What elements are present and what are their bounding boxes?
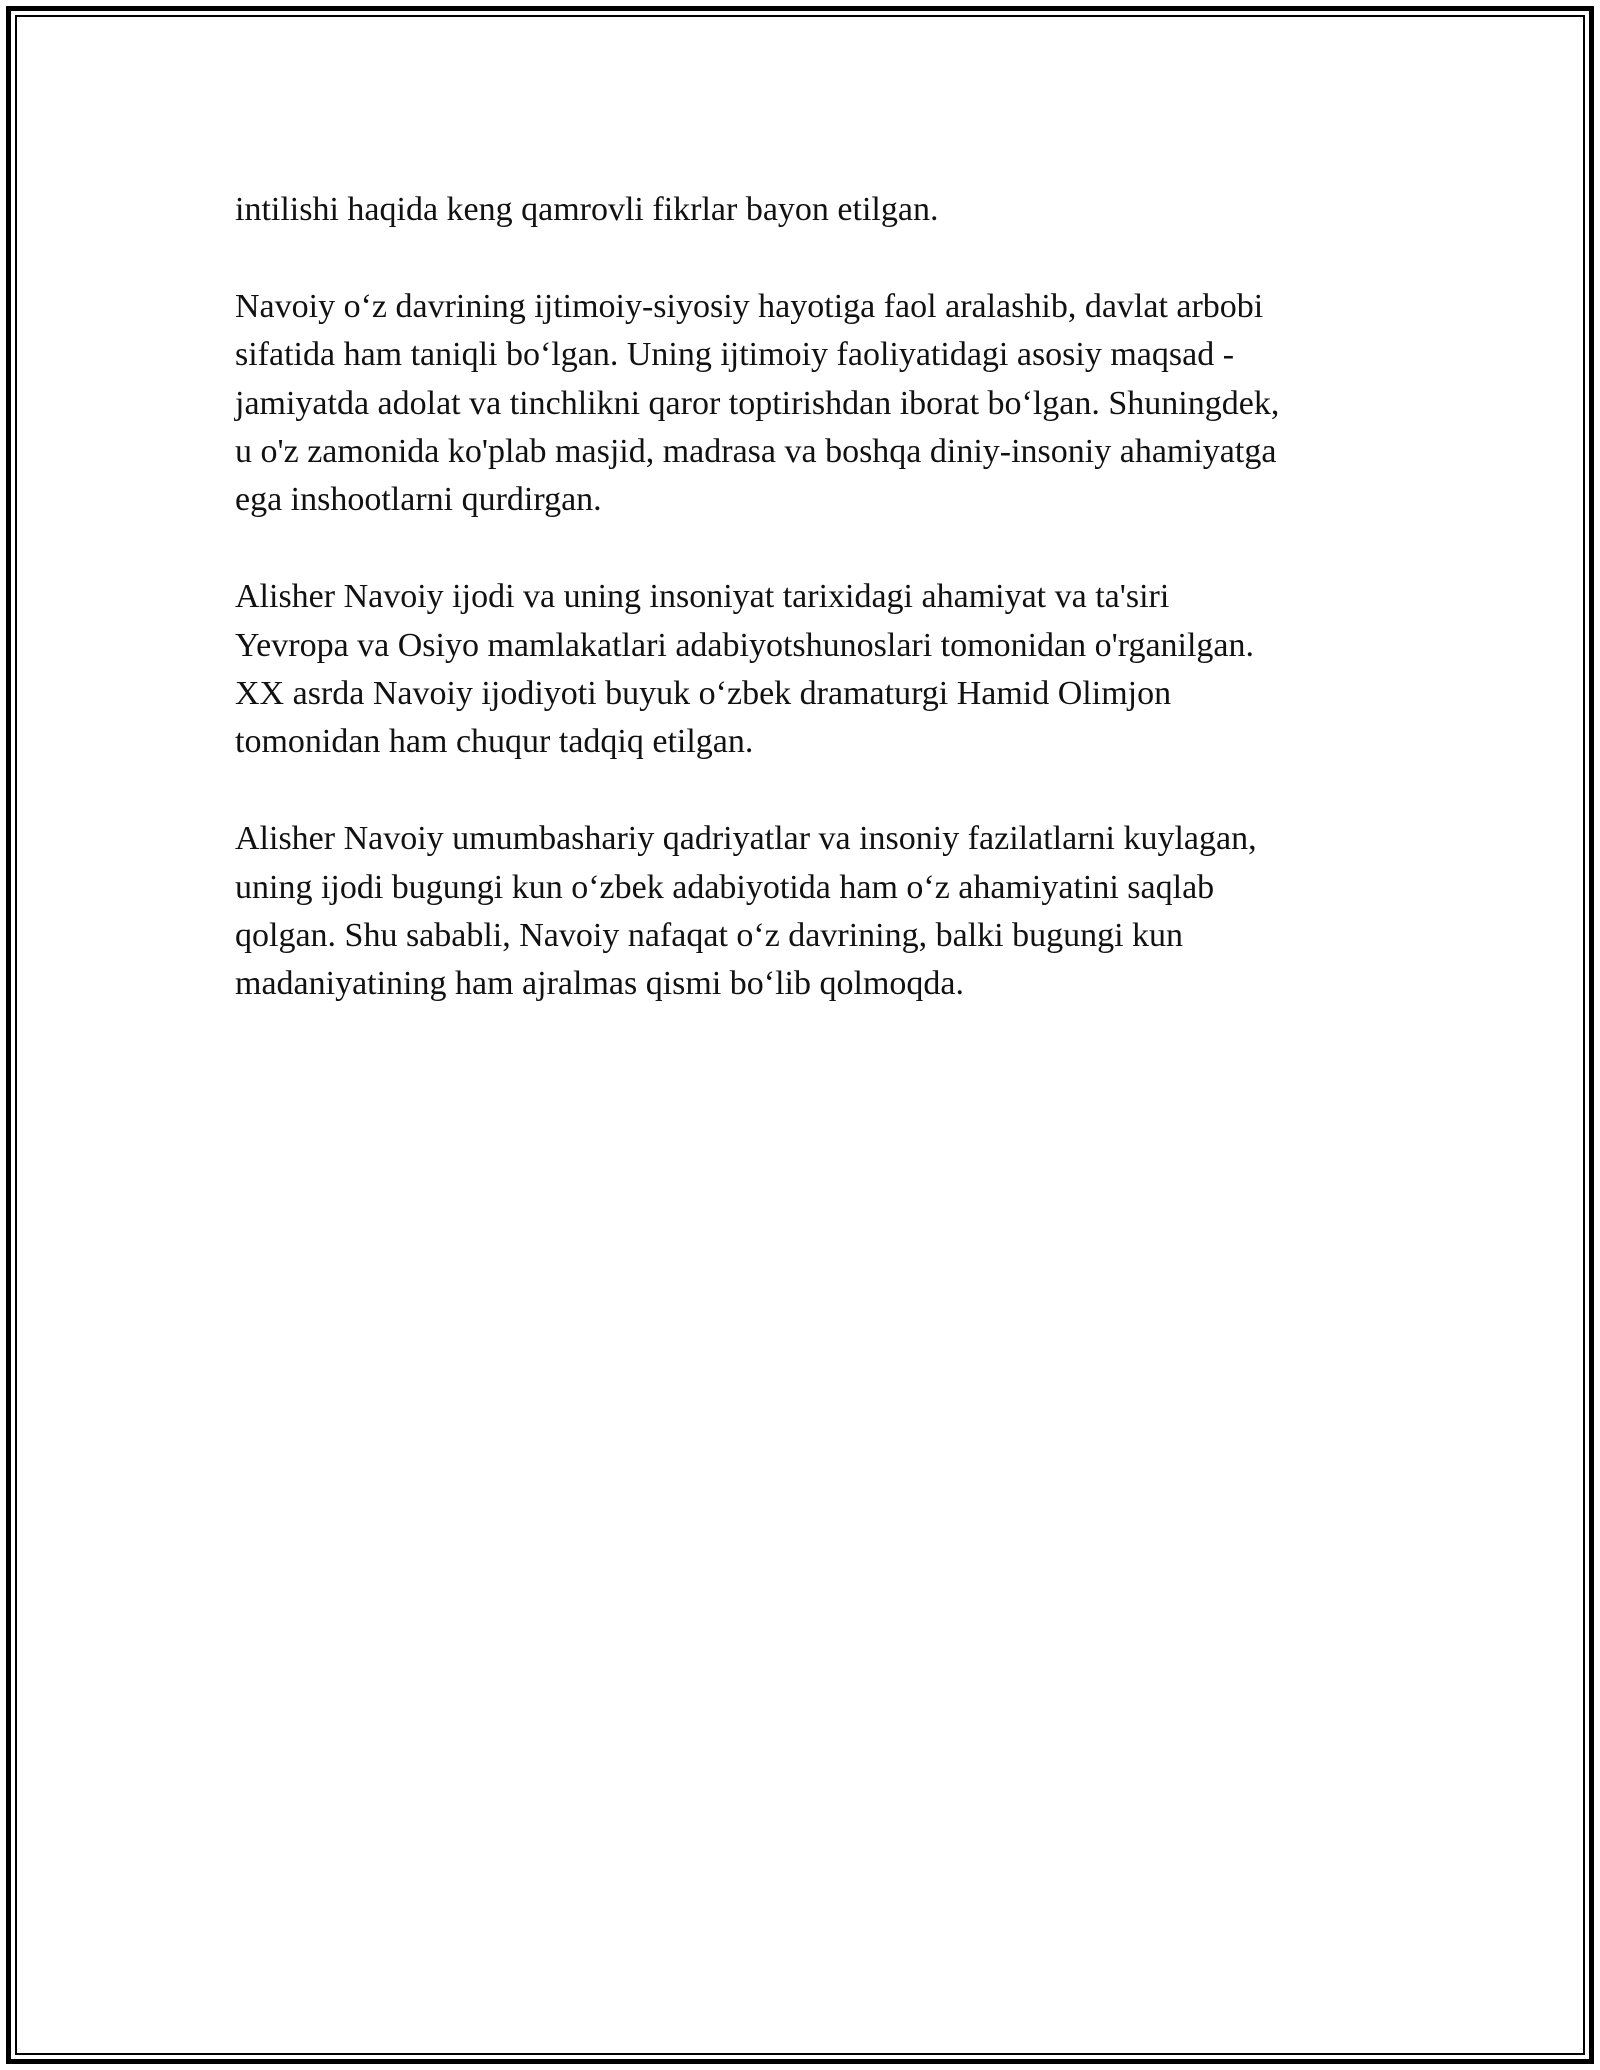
text-line: qolgan. Shu sababli, Navoiy nafaqat o‘z davrining, balki bugungi kun [235,917,1184,955]
text-line: intilishi haqida keng qamrovli fikrlar bayon etilgan. [235,191,939,228]
paragraph-2 [235,283,1375,525]
paragraph-3 [235,573,1375,767]
text-line: ega inshootlarni qurdirgan. [235,481,602,519]
text-line: XX asrda Navoiy ijodiyoti buyuk o‘zbek dramaturgi Hamid Olimjon [235,675,1172,713]
text-line: Navoiy o‘z davrining ijtimoiy-siyosiy hayotiga faol aralashib, davlat arbobi [235,287,1264,325]
document-body [235,186,1375,1057]
text-line: uning ijodi bugungi kun o‘zbek adabiyotida ham o‘z ahamiyatini saqlab [235,868,1215,906]
text-line: Yevropa va Osiyo mamlakatlari adabiyotshunoslari tomonidan o'rganilgan. [235,626,1255,664]
paragraph-4 [235,815,1375,1009]
text-line: madaniyatining ham ajralmas qismi bo‘lib qolmoqda. [235,965,964,1003]
text-line: u o'z zamonida ko'plab masjid, madrasa va boshqa diniy-insoniy ahamiyatga [235,433,1277,471]
paragraph-1 [235,186,1375,234]
text-line: jamiyatda adolat va tinchlikni qaror toptirishdan iborat bo‘lgan. Shuningdek, [235,384,1280,422]
text-line: tomonidan ham chuqur tadqiq etilgan. [235,723,754,761]
text-line: Alisher Navoiy ijodi va uning insoniyat tarixidagi ahamiyat va ta'siri [235,578,1170,616]
text-line: sifatida ham taniqli bo‘lgan. Uning ijtimoiy faoliyatidagi asosiy maqsad - [235,336,1235,374]
text-line: Alisher Navoiy umumbashariy qadriyatlar va insoniy fazilatlarni kuylagan, [235,820,1257,858]
